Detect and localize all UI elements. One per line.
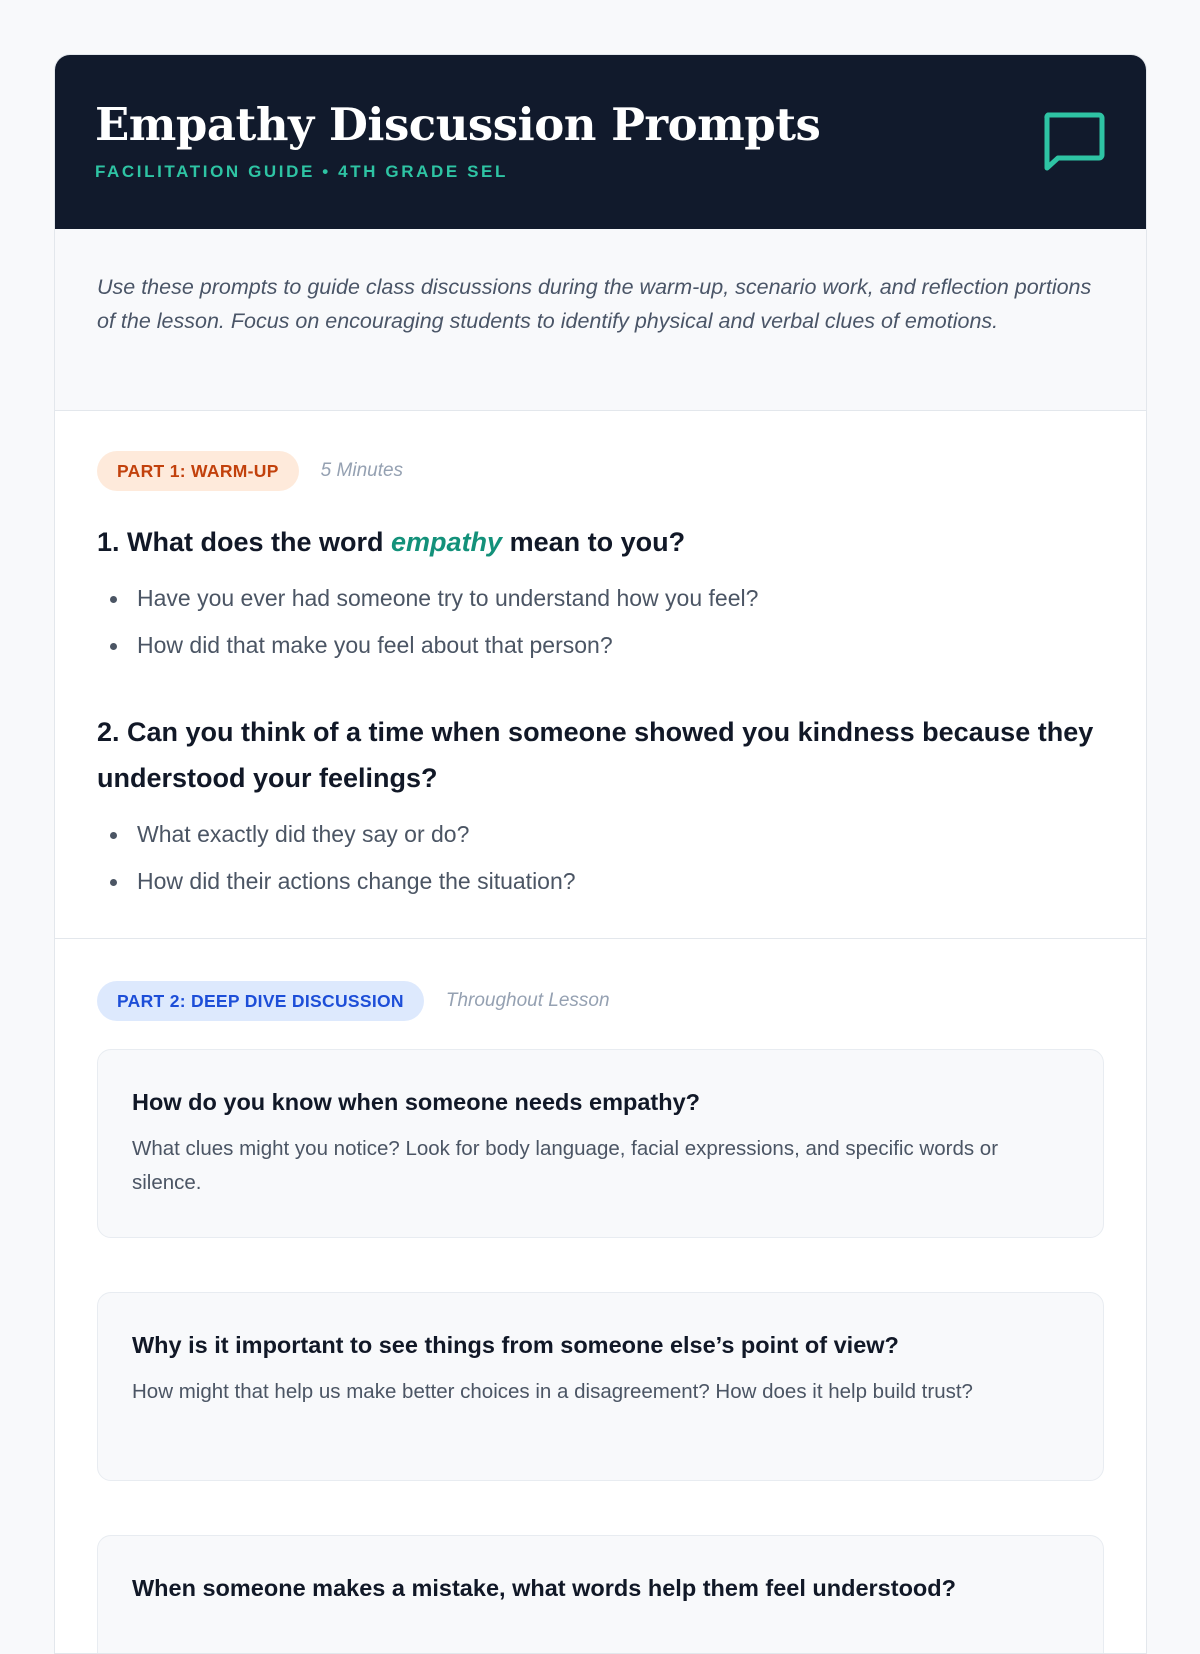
- part-1-duration: 5 Minutes: [320, 460, 404, 481]
- list-item: Have you ever had someone try to understand how you feel?: [97, 575, 1104, 622]
- part-2-section: [55, 939, 1146, 1654]
- guide-header: [55, 55, 1146, 229]
- prompt-question: Why is it important to see things from someone else’s point of view?: [132, 1332, 899, 1358]
- question-1-bullets: [97, 575, 1104, 669]
- part-2-duration: Throughout Lesson: [445, 990, 610, 1011]
- guide-card: [54, 54, 1147, 1654]
- prompt-card: [97, 1292, 1104, 1481]
- question-2-bullets: [97, 811, 1104, 905]
- part-2-header: [97, 981, 1104, 1021]
- page-title: Empathy Discussion Prompts: [95, 98, 821, 151]
- prompt-detail: How might that help us make better choices in a disagreement? How does it help build trust?: [132, 1380, 973, 1403]
- list-item: What exactly did they say or do?: [97, 811, 1104, 858]
- list-item: How did their actions change the situation?: [97, 858, 1104, 905]
- question-1: [97, 519, 1104, 565]
- prompt-question: How do you know when someone needs empathy?: [132, 1089, 700, 1115]
- part-1-tag: PART 1: WARM-UP: [97, 451, 299, 491]
- question-2: 2. Can you think of a time when someone showed you kindness because they understood your feelings?: [97, 717, 1094, 793]
- list-item: How did that make you feel about that person?: [97, 622, 1104, 669]
- question-1-suffix: mean to you?: [502, 527, 686, 557]
- prompt-detail: What clues might you notice? Look for body language, facial expressions, and specific words or silence.: [132, 1137, 999, 1194]
- part-1-section: [55, 411, 1146, 939]
- page-subtitle: FACILITATION GUIDE • 4TH GRADE SEL: [95, 162, 508, 181]
- chat-bubble-icon: [1040, 110, 1106, 176]
- prompt-question: When someone makes a mistake, what words help them feel understood?: [132, 1575, 956, 1601]
- prompt-card: [97, 1049, 1104, 1238]
- part-2-tag: PART 2: DEEP DIVE DISCUSSION: [97, 981, 424, 1021]
- prompt-card: [97, 1535, 1104, 1654]
- question-1-prefix: 1. What does the word: [97, 527, 392, 557]
- part-1-header: [97, 451, 1104, 491]
- question-1-emphasis: empathy: [391, 527, 503, 557]
- intro-text: Use these prompts to guide class discussions during the warm-up, scenario work, and reflection portions of the lesson. Focus on encouraging students to identify physical and verbal clues of emotions.: [97, 275, 1092, 333]
- intro-panel: [55, 229, 1146, 411]
